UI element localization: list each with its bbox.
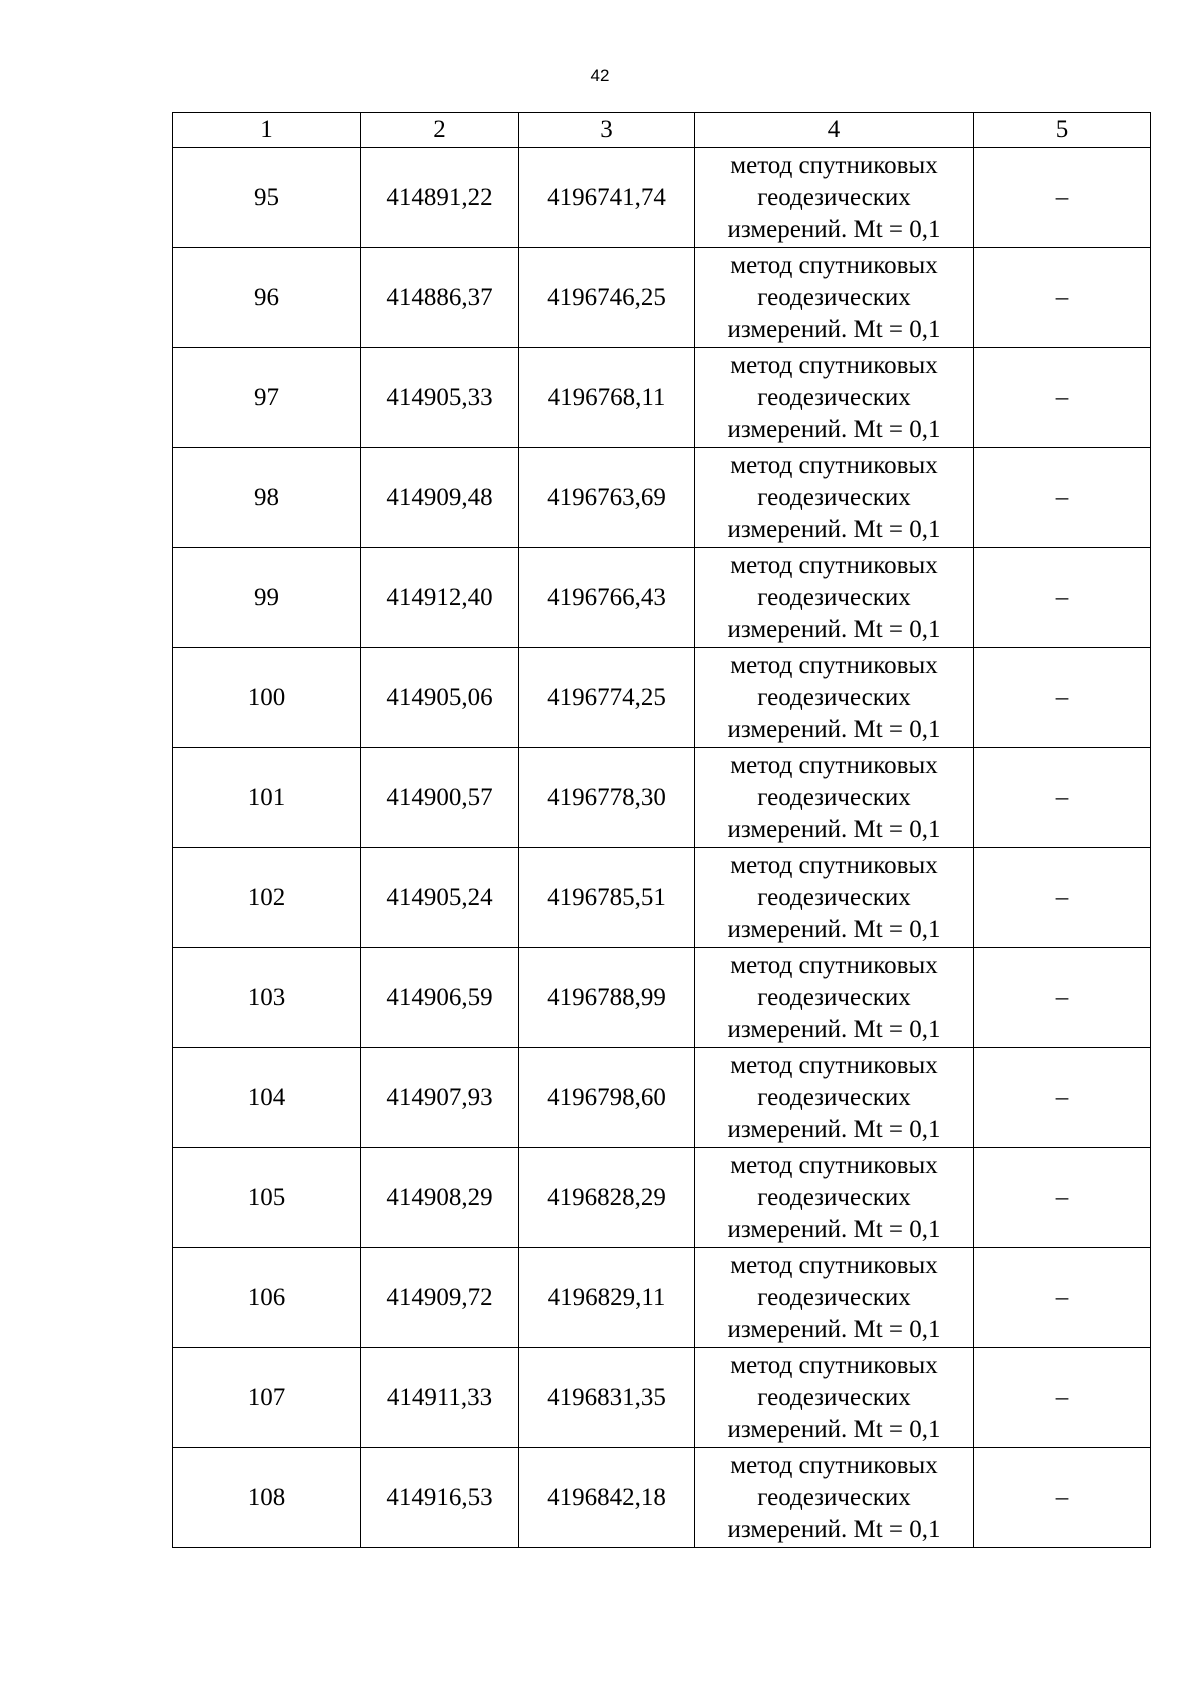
note-cell: – (974, 148, 1151, 248)
y-coordinate-cell: 4196766,43 (519, 548, 695, 648)
y-coordinate-cell: 4196741,74 (519, 148, 695, 248)
method-line: метод спутниковых (730, 351, 938, 379)
y-coordinate-cell: 4196798,60 (519, 1048, 695, 1148)
method-line: метод спутниковых (730, 1351, 938, 1379)
note-cell: – (974, 248, 1151, 348)
note-cell: – (974, 1048, 1151, 1148)
method-line: метод спутниковых (730, 1451, 938, 1479)
table-row (173, 248, 1151, 348)
x-coordinate-cell: 414907,93 (361, 1048, 519, 1148)
method-line: геодезических (757, 983, 911, 1011)
method-line: измерений. Mt = 0,1 (727, 515, 941, 543)
method-line: измерений. Mt = 0,1 (727, 315, 941, 343)
method-line: измерений. Mt = 0,1 (727, 815, 941, 843)
method-cell (695, 748, 974, 848)
column-header-1: 1 (173, 113, 361, 148)
note-cell: – (974, 348, 1151, 448)
table-row (173, 1048, 1151, 1148)
point-number-cell: 105 (173, 1148, 361, 1248)
method-cell (695, 148, 974, 248)
method-line: геодезических (757, 1083, 911, 1111)
note-cell: – (974, 1448, 1151, 1548)
method-line: геодезических (757, 283, 911, 311)
x-coordinate-cell: 414905,24 (361, 848, 519, 948)
point-number-cell: 108 (173, 1448, 361, 1548)
point-number-cell: 104 (173, 1048, 361, 1148)
x-coordinate-cell: 414905,06 (361, 648, 519, 748)
y-coordinate-cell: 4196746,25 (519, 248, 695, 348)
method-cell (695, 448, 974, 548)
y-coordinate-cell: 4196788,99 (519, 948, 695, 1048)
method-line: геодезических (757, 483, 911, 511)
method-cell (695, 648, 974, 748)
method-cell (695, 348, 974, 448)
point-number-cell: 103 (173, 948, 361, 1048)
method-line: измерений. Mt = 0,1 (727, 1515, 941, 1543)
note-cell: – (974, 1248, 1151, 1348)
table-row (173, 748, 1151, 848)
table-row (173, 1148, 1151, 1248)
x-coordinate-cell: 414916,53 (361, 1448, 519, 1548)
method-line: геодезических (757, 883, 911, 911)
table-row (173, 948, 1151, 1048)
point-number-cell: 96 (173, 248, 361, 348)
y-coordinate-cell: 4196842,18 (519, 1448, 695, 1548)
column-header-3: 3 (519, 113, 695, 148)
table-row (173, 648, 1151, 748)
x-coordinate-cell: 414906,59 (361, 948, 519, 1048)
method-cell (695, 948, 974, 1048)
method-line: геодезических (757, 583, 911, 611)
method-line: геодезических (757, 783, 911, 811)
method-cell (695, 1448, 974, 1548)
method-cell (695, 848, 974, 948)
method-line: измерений. Mt = 0,1 (727, 415, 941, 443)
table-row (173, 548, 1151, 648)
note-cell: – (974, 1148, 1151, 1248)
point-number-cell: 107 (173, 1348, 361, 1448)
method-line: метод спутниковых (730, 1051, 938, 1079)
x-coordinate-cell: 414905,33 (361, 348, 519, 448)
method-line: метод спутниковых (730, 1251, 938, 1279)
table-body (173, 148, 1151, 1548)
table-row (173, 448, 1151, 548)
method-cell (695, 1248, 974, 1348)
method-line: измерений. Mt = 0,1 (727, 1015, 941, 1043)
note-cell: – (974, 1348, 1151, 1448)
column-header-2: 2 (361, 113, 519, 148)
point-number-cell: 101 (173, 748, 361, 848)
x-coordinate-cell: 414900,57 (361, 748, 519, 848)
point-number-cell: 95 (173, 148, 361, 248)
column-header-4: 4 (695, 113, 974, 148)
method-line: метод спутниковых (730, 151, 938, 179)
method-line: измерений. Mt = 0,1 (727, 1315, 941, 1343)
method-line: геодезических (757, 1383, 911, 1411)
method-line: метод спутниковых (730, 851, 938, 879)
table-row (173, 1448, 1151, 1548)
note-cell: – (974, 648, 1151, 748)
method-line: метод спутниковых (730, 551, 938, 579)
table-row (173, 1348, 1151, 1448)
method-cell (695, 1048, 974, 1148)
table-row (173, 1248, 1151, 1348)
method-cell (695, 548, 974, 648)
method-line: измерений. Mt = 0,1 (727, 215, 941, 243)
y-coordinate-cell: 4196763,69 (519, 448, 695, 548)
method-line: измерений. Mt = 0,1 (727, 1415, 941, 1443)
method-line: метод спутниковых (730, 251, 938, 279)
table-row (173, 848, 1151, 948)
table-row (173, 148, 1151, 248)
page-number: 42 (590, 66, 610, 85)
y-coordinate-cell: 4196829,11 (519, 1248, 695, 1348)
method-cell (695, 248, 974, 348)
y-coordinate-cell: 4196785,51 (519, 848, 695, 948)
note-cell: – (974, 448, 1151, 548)
coordinates-table (172, 112, 1151, 1548)
method-line: геодезических (757, 683, 911, 711)
method-line: геодезических (757, 1483, 911, 1511)
note-cell: – (974, 548, 1151, 648)
method-line: измерений. Mt = 0,1 (727, 1115, 941, 1143)
method-line: измерений. Mt = 0,1 (727, 615, 941, 643)
method-line: метод спутниковых (730, 1151, 938, 1179)
x-coordinate-cell: 414891,22 (361, 148, 519, 248)
point-number-cell: 99 (173, 548, 361, 648)
method-line: геодезических (757, 383, 911, 411)
note-cell: – (974, 848, 1151, 948)
note-cell: – (974, 948, 1151, 1048)
method-line: геодезических (757, 1283, 911, 1311)
point-number-cell: 98 (173, 448, 361, 548)
x-coordinate-cell: 414909,48 (361, 448, 519, 548)
point-number-cell: 100 (173, 648, 361, 748)
method-line: метод спутниковых (730, 951, 938, 979)
y-coordinate-cell: 4196778,30 (519, 748, 695, 848)
column-header-5: 5 (974, 113, 1151, 148)
note-cell: – (974, 748, 1151, 848)
method-line: измерений. Mt = 0,1 (727, 1215, 941, 1243)
x-coordinate-cell: 414911,33 (361, 1348, 519, 1448)
method-line: геодезических (757, 183, 911, 211)
point-number-cell: 97 (173, 348, 361, 448)
method-line: метод спутниковых (730, 651, 938, 679)
method-line: измерений. Mt = 0,1 (727, 915, 941, 943)
x-coordinate-cell: 414909,72 (361, 1248, 519, 1348)
x-coordinate-cell: 414912,40 (361, 548, 519, 648)
x-coordinate-cell: 414908,29 (361, 1148, 519, 1248)
method-line: метод спутниковых (730, 751, 938, 779)
y-coordinate-cell: 4196828,29 (519, 1148, 695, 1248)
method-line: измерений. Mt = 0,1 (727, 715, 941, 743)
method-cell (695, 1148, 974, 1248)
point-number-cell: 106 (173, 1248, 361, 1348)
method-cell (695, 1348, 974, 1448)
table-row (173, 348, 1151, 448)
table-header-row (173, 113, 1151, 148)
point-number-cell: 102 (173, 848, 361, 948)
method-line: геодезических (757, 1183, 911, 1211)
y-coordinate-cell: 4196774,25 (519, 648, 695, 748)
x-coordinate-cell: 414886,37 (361, 248, 519, 348)
method-line: метод спутниковых (730, 451, 938, 479)
y-coordinate-cell: 4196831,35 (519, 1348, 695, 1448)
y-coordinate-cell: 4196768,11 (519, 348, 695, 448)
